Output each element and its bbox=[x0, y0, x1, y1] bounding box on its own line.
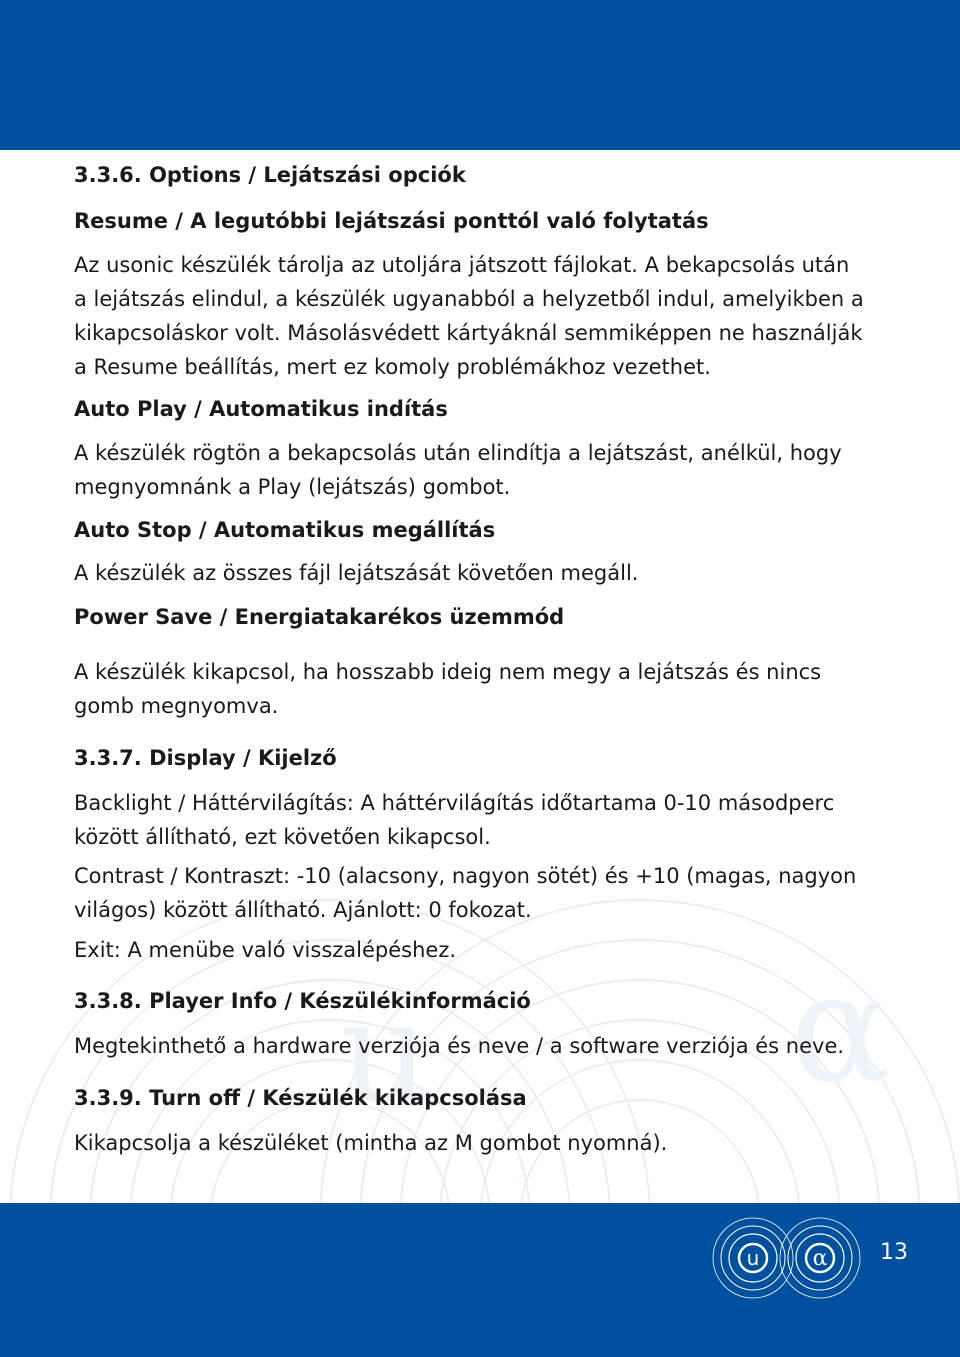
powersave-heading: Power Save / Energiatakarékos üzemmód bbox=[74, 605, 565, 629]
section-heading-3-3-8: 3.3.8. Player Info / Készülékinformáció bbox=[74, 989, 531, 1013]
turnoff-line-1: Kikapcsolja a készüléket (mintha az M gombot nyomná). bbox=[74, 1131, 668, 1155]
powersave-line-1: A készülék kikapcsol, ha hosszabb ideig nem megy a lejátszás és nincs bbox=[74, 660, 822, 684]
resume-line-3: kikapcsoláskor volt. Másolásvédett kártyáknál semmiképpen ne használják bbox=[74, 321, 863, 345]
exit-line-1: Exit: A menübe való visszalépéshez. bbox=[74, 938, 457, 962]
playerinfo-line-1: Megtekinthető a hardware verziója és neve / a software verziója és neve. bbox=[74, 1034, 845, 1058]
logo-u-glyph: u bbox=[746, 1246, 760, 1270]
resume-line-2: a lejátszás elindul, a készülék ugyanabból a helyzetből indul, amelyikben a bbox=[74, 287, 864, 311]
autoplay-line-2: megnyomnánk a Play (lejátszás) gombot. bbox=[74, 475, 511, 499]
autoplay-line-1: A készülék rögtön a bekapcsolás után elindítja a lejátszást, anélkül, hogy bbox=[74, 441, 842, 465]
contrast-line-2: világos) között állítható. Ajánlott: 0 fokozat. bbox=[74, 898, 532, 922]
section-heading-3-3-6: 3.3.6. Options / Lejátszási opciók bbox=[74, 163, 466, 187]
autostop-heading: Auto Stop / Automatikus megállítás bbox=[74, 518, 496, 542]
resume-line-1: Az usonic készülék tárolja az utoljára játszott fájlokat. A bekapcsolás után bbox=[74, 253, 850, 277]
section-heading-3-3-9: 3.3.9. Turn off / Készülék kikapcsolása bbox=[74, 1086, 527, 1110]
resume-line-4: a Resume beállítás, mert ez komoly problémákhoz vezethet. bbox=[74, 355, 711, 379]
backlight-line-2: között állítható, ezt követően kikapcsol. bbox=[74, 825, 491, 849]
powersave-line-2: gomb megnyomva. bbox=[74, 694, 279, 718]
top-color-band bbox=[0, 0, 960, 150]
autostop-line-1: A készülék az összes fájl lejátszását követően megáll. bbox=[74, 561, 639, 585]
watermark-u-glyph: u bbox=[340, 971, 431, 1134]
contrast-line-1: Contrast / Kontraszt: -10 (alacsony, nagyon sötét) és +10 (magas, nagyon bbox=[74, 864, 857, 888]
logo-alpha-glyph: α bbox=[812, 1246, 828, 1271]
watermark-alpha-glyph: α bbox=[790, 942, 892, 1116]
usonic-logo-icon bbox=[708, 1210, 868, 1310]
backlight-line-1: Backlight / Háttérvilágítás: A háttérvilágítás időtartama 0-10 másodperc bbox=[74, 791, 835, 815]
resume-heading: Resume / A legutóbbi lejátszási ponttól való folytatás bbox=[74, 209, 709, 233]
section-heading-3-3-7: 3.3.7. Display / Kijelző bbox=[74, 746, 337, 770]
autoplay-heading: Auto Play / Automatikus indítás bbox=[74, 397, 448, 421]
page-number: 13 bbox=[880, 1240, 908, 1265]
